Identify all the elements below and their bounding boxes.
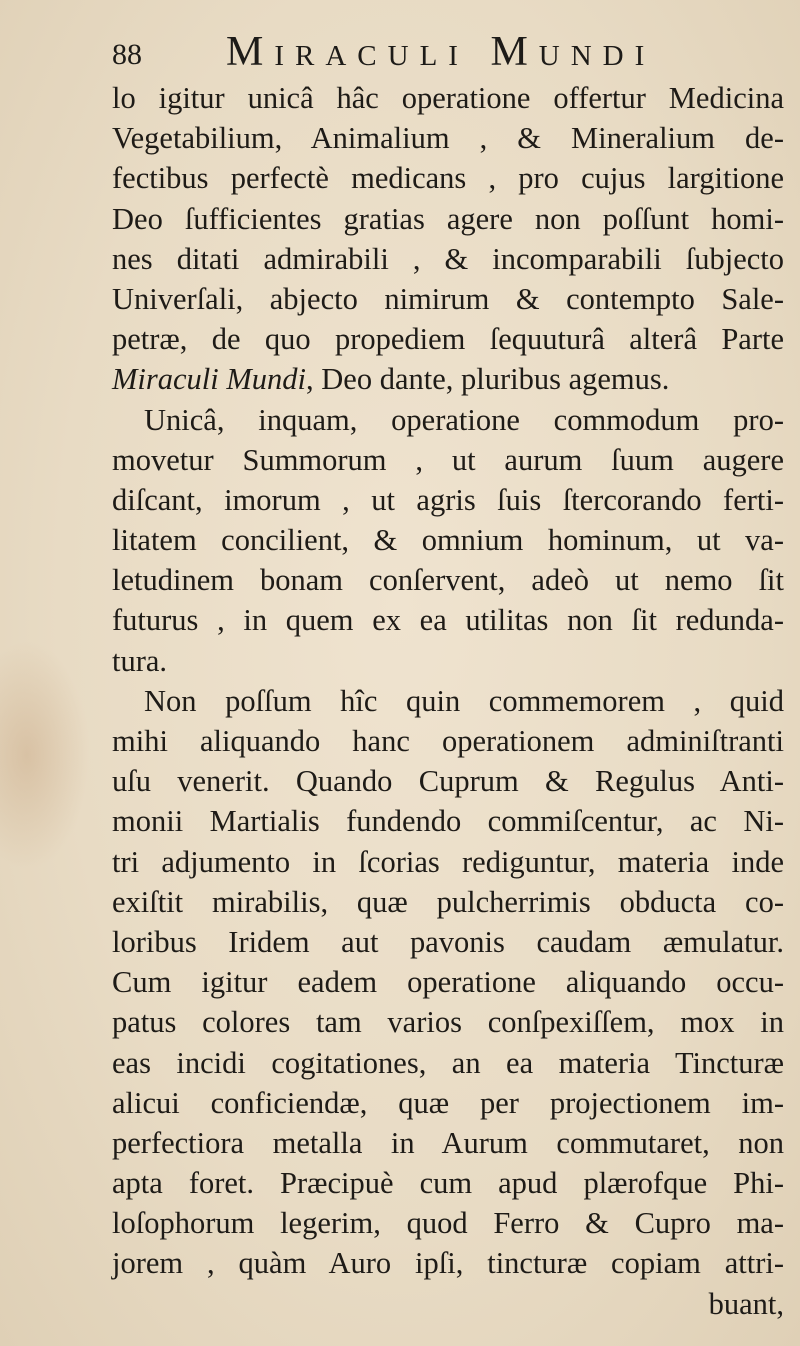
text-line: patus colores tam varios conſpexiſſem, mox in xyxy=(112,1005,784,1040)
body-text xyxy=(112,78,784,1324)
page-number: 88 xyxy=(112,38,142,71)
text-line: loribus Iridem aut pavonis caudam æmulatur. xyxy=(112,924,784,959)
text-line: lo igitur unicâ hâc operatione offertur Medicina xyxy=(112,81,784,115)
paragraph-start-line: Non poſſum hîc quin commemorem , quid xyxy=(144,683,784,718)
text-line: Vegetabilium, Animalium , & Mineralium de- xyxy=(112,121,784,156)
text-line: Univerſali, abjecto nimirum & contempto Sale- xyxy=(112,281,784,316)
text-line: alicui conficiendæ, quæ per projectionem im- xyxy=(112,1085,784,1120)
text-line: Deo ſufficientes gratias agere non poſſunt homi- xyxy=(112,201,784,236)
text-line: jorem , quàm Auro ipſi, tincturæ copiam attri- xyxy=(112,1246,784,1281)
text-line: futurus , in quem ex ea utilitas non ſit redunda- xyxy=(112,603,784,638)
page-stain xyxy=(0,640,90,870)
text-line: apta foret. Præcipuè cum apud plærofque Phi- xyxy=(112,1166,784,1201)
text-line: loſophorum legerim, quod Ferro & Cupro ma- xyxy=(112,1206,784,1241)
paragraph-start-line: Unicâ, inquam, operatione commodum pro- xyxy=(144,402,784,437)
text-line: movetur Summorum , ut aurum ſuum augere xyxy=(112,442,784,477)
text-line: uſu venerit. Quando Cuprum & Regulus Anti- xyxy=(112,764,784,799)
book-title-italic: Miraculi Mundi xyxy=(112,362,306,397)
text-line: petræ, de quo propediem ſequuturâ alterâ Parte xyxy=(112,322,784,357)
catchword: buant, xyxy=(708,1286,784,1321)
running-title: Miraculi Mundi xyxy=(226,29,656,75)
text-line: fectibus perfectè medicans , pro cujus largitione xyxy=(112,161,784,196)
text-line: tri adjumento in ſcorias rediguntur, materia inde xyxy=(112,844,784,879)
text-line: mihi aliquando hanc operationem adminiſtranti xyxy=(112,724,784,758)
text-line: diſcant, imorum , ut agris ſuis ſtercorando ferti- xyxy=(112,482,784,517)
text-line: letudinem bonam conſervent, adeò ut nemo ſit xyxy=(112,563,784,598)
text-line-italic-title: Miraculi Mundi, Deo dante, pluribus agemus. xyxy=(112,362,670,397)
text-line: exiſtit mirabilis, quæ pulcherrimis obducta co- xyxy=(112,884,784,919)
text-line: nes ditati admirabili , & incomparabili ſubjecto xyxy=(112,241,784,276)
text-line: litatem concilient, & omnium hominum, ut va- xyxy=(112,523,784,558)
page-header xyxy=(108,28,788,78)
text-line: perfectiora metalla in Aurum commutaret, non xyxy=(112,1125,784,1160)
text-line: Cum igitur eadem operatione aliquando occu- xyxy=(112,965,784,1000)
text-line: tura. xyxy=(112,643,168,678)
text-line: eas incidi cogitationes, an ea materia Tincturæ xyxy=(112,1045,784,1080)
text-line: monii Martialis fundendo commiſcentur, ac Ni- xyxy=(112,804,784,839)
